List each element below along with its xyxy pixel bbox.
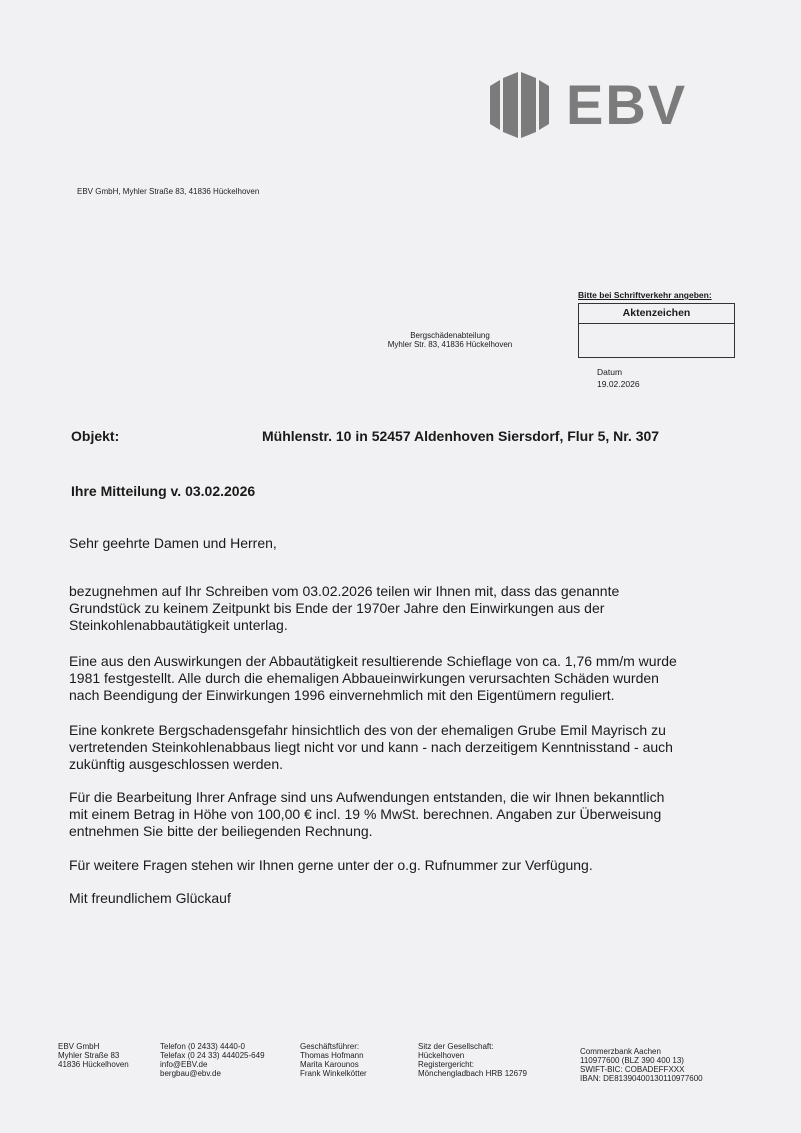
footer-line: Telefon (0 2433) 4440-0 — [160, 1042, 245, 1051]
department-name: Bergschädenabteilung — [410, 331, 490, 340]
footer-management — [300, 1042, 367, 1078]
footer-line: Commerzbank Aachen — [580, 1047, 661, 1056]
paragraph-line: zukünftig ausgeschlossen werden. — [69, 756, 284, 772]
paragraph — [69, 583, 739, 634]
footer-line: info@EBV.de — [160, 1060, 208, 1069]
footer-line: Thomas Hofmann — [300, 1051, 364, 1060]
reference-box — [578, 303, 734, 357]
paragraph — [69, 857, 739, 874]
reference-caption: Bitte bei Schriftverkehr angeben: — [578, 290, 712, 300]
paragraph-line: Für die Bearbeitung Ihrer Anfrage sind uns Aufwendungen entstanden, die wir Ihnen bekanntlich — [69, 789, 665, 805]
paragraph — [69, 653, 739, 704]
ebv-logo — [486, 72, 696, 138]
paragraph — [69, 789, 739, 840]
footer-line: 41836 Hückelhoven — [58, 1060, 129, 1069]
footer-contact — [160, 1042, 265, 1078]
date-block — [597, 366, 640, 390]
ebv-logo-mark-icon — [486, 72, 558, 138]
subject-line: Ihre Mitteilung v. 03.02.2026 — [71, 483, 256, 499]
date-label: Datum — [597, 367, 623, 377]
paragraph-line: bezugnehmen auf Ihr Schreiben vom 03.02.2026 teilen wir Ihnen mit, dass das genannte — [69, 583, 620, 599]
paragraph-line: Eine konkrete Bergschadensgefahr hinsichtlich des von der ehemaligen Grube Emil Mayrisch zu — [69, 722, 666, 738]
footer-line: SWIFT-BIC: COBADEFFXXX — [580, 1065, 685, 1074]
department-address: Myhler Str. 83, 41836 Hückelhoven — [387, 340, 513, 349]
footer-line: Frank Winkelkötter — [300, 1069, 367, 1078]
footer-line: Geschäftsführer: — [300, 1042, 360, 1051]
salutation: Sehr geehrte Damen und Herren, — [69, 535, 277, 551]
paragraph-line: Für weitere Fragen stehen wir Ihnen gerne unter der o.g. Rufnummer zur Verfügung. — [69, 857, 593, 873]
reference-box-right-border — [734, 323, 735, 358]
footer-line: bergbau@ebv.de — [160, 1069, 221, 1078]
footer-line: EBV GmbH — [58, 1042, 100, 1051]
date-value: 19.02.2026 — [597, 379, 640, 389]
reference-box-bottom-border — [578, 357, 735, 358]
sender-address-line: EBV GmbH, Myhler Straße 83, 41836 Hückelhoven — [77, 187, 260, 196]
footer-line: Myhler Straße 83 — [58, 1051, 120, 1060]
paragraph-line: 1981 festgestellt. Alle durch die ehemaligen Abbaueinwirkungen verursachten Schäden wurden — [69, 670, 659, 686]
paragraph-line: entnehmen Sie bitte der beiliegenden Rechnung. — [69, 823, 373, 839]
footer-line: Marita Karounos — [300, 1060, 359, 1069]
footer-line: Sitz der Gesellschaft: — [418, 1042, 494, 1051]
objekt-value: Mühlenstr. 10 in 52457 Aldenhoven Siersdorf, Flur 5, Nr. 307 — [262, 428, 660, 444]
footer-company — [58, 1042, 129, 1069]
paragraph-line: nach Beendigung der Einwirkungen 1996 einvernehmlich mit den Eigentümern reguliert. — [69, 687, 615, 703]
paragraph — [69, 722, 739, 773]
footer-line: Hückelhoven — [418, 1051, 465, 1060]
paragraph-line: Grundstück zu keinem Zeitpunkt bis Ende der 1970er Jahre den Einwirkungen aus der — [69, 600, 605, 616]
paragraph-line: Eine aus den Auswirkungen der Abbautätigkeit resultierende Schieflage von ca. 1,76 mm/m wurde — [69, 653, 677, 669]
department-block — [370, 331, 530, 349]
footer-line: IBAN: DE81390400130110977600 — [580, 1074, 703, 1083]
reference-label: Aktenzeichen — [622, 307, 691, 319]
footer-line: Registergericht: — [418, 1060, 475, 1069]
paragraph-line: Steinkohlenabbautätigkeit unterlag. — [69, 617, 288, 633]
footer-line: Telefax (0 24 33) 444025-649 — [160, 1051, 265, 1060]
footer-line: Mönchengladbach HRB 12679 — [418, 1069, 527, 1078]
paragraph-line: vertretenden Steinkohlenabbaus liegt nicht vor und kann - nach derzeitigem Kenntnisstand - auch — [69, 739, 673, 755]
logo-text: EBV — [566, 73, 688, 136]
footer-line: 110977600 (BLZ 390 400 13) — [580, 1056, 684, 1065]
footer-register — [418, 1042, 527, 1078]
objekt-label: Objekt: — [71, 428, 120, 444]
paragraph-line: mit einem Betrag in Höhe von 100,00 € incl. 19 % MwSt. berechnen. Angaben zur Überweisung — [69, 806, 662, 822]
reference-box-left-border — [578, 323, 579, 357]
closing: Mit freundlichem Glückauf — [69, 890, 231, 906]
footer-bank — [580, 1047, 703, 1083]
